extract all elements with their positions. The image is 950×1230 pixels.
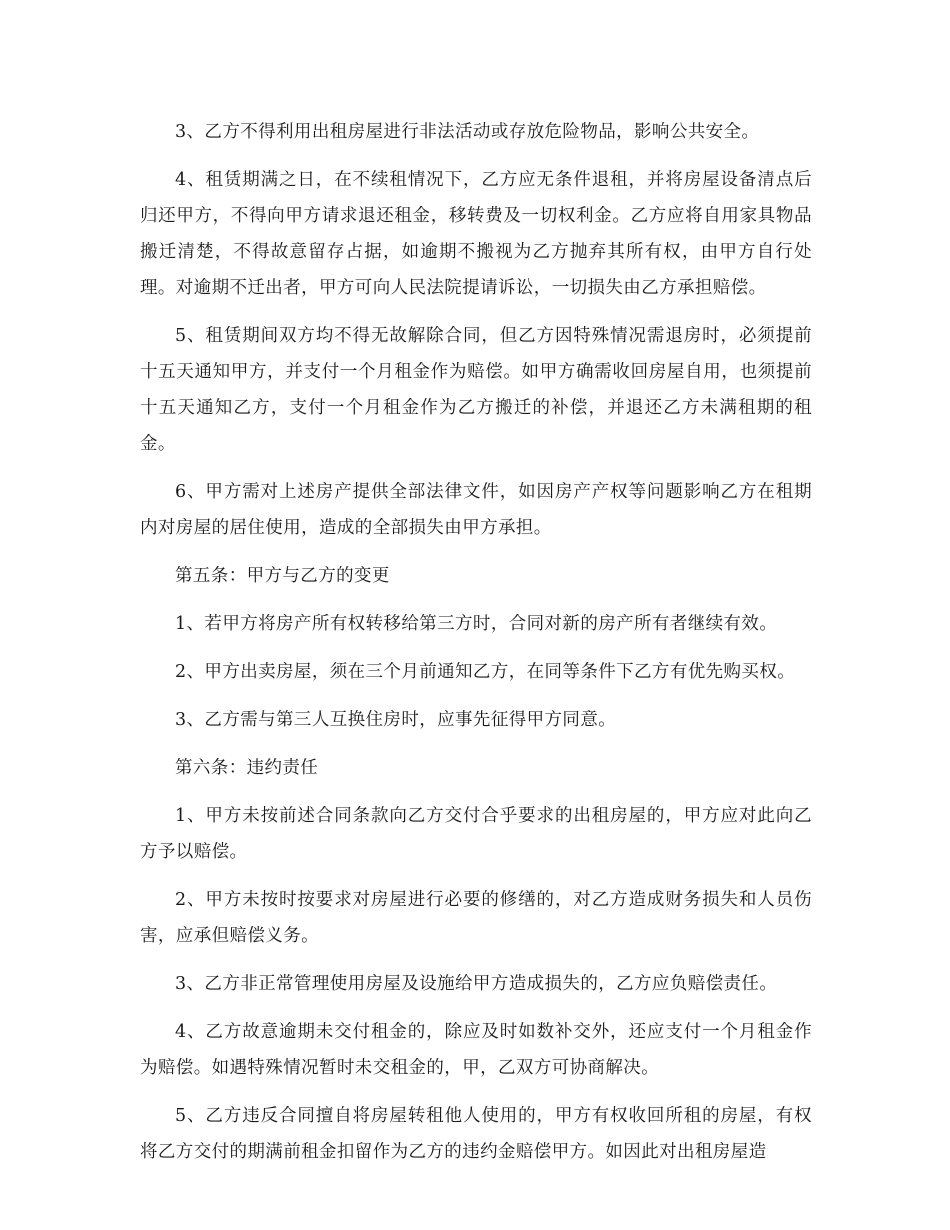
section-heading: 第五条：甲方与乙方的变更 <box>175 566 390 586</box>
clause-paragraph: 5、乙方违反合同擅自将房屋转租他人使用的，甲方有权收回所租的房屋，有权将乙方交付的期满前租金扣留作为乙方的违约金赔偿甲方。如因此对出租房屋造 <box>140 1106 812 1162</box>
document-body <box>140 114 812 1182</box>
clause-paragraph: 4、租赁期满之日，在不续租情况下，乙方应无条件退租，并将房屋设备清点后归还甲方，不得向甲方请求退还租金，移转费及一切权利金。乙方应将自用家具物品搬迁清楚，不得故意留存占据，如逾期不搬视为乙方抛弃其所有权，由甲方自行处理。对逾期不迁出者，甲方可向人民法院提请诉讼，一切损失由乙方承担赔偿。 <box>140 170 812 298</box>
clause-paragraph: 5、租赁期间双方均不得无故解除合同，但乙方因特殊情况需退房时，必须提前十五天通知甲方，并支付一个月租金作为赔偿。如甲方确需收回房屋自用，也须提前十五天通知乙方，支付一个月租金作为乙方搬迁的补偿，并退还乙方未满租期的租金。 <box>140 326 812 454</box>
clause-paragraph: 3、乙方不得利用出租房屋进行非法活动或存放危险物品，影响公共安全。 <box>175 122 760 142</box>
clause-paragraph: 1、甲方未按前述合同条款向乙方交付合乎要求的出租房屋的，甲方应对此向乙方予以赔偿。 <box>140 806 812 862</box>
clause-paragraph: 3、乙方需与第三人互换住房时，应事先征得甲方同意。 <box>175 710 617 730</box>
clause-paragraph: 1、若甲方将房产所有权转移给第三方时，合同对新的房产所有者继续有效。 <box>175 614 778 634</box>
clause-paragraph: 4、乙方故意逾期未交付租金的，除应及时如数补交外，还应支付一个月租金作为赔偿。如遇特殊情况暂时未交租金的，甲，乙双方可协商解决。 <box>140 1022 812 1078</box>
clause-paragraph: 2、甲方出卖房屋，须在三个月前通知乙方，在同等条件下乙方有优先购买权。 <box>175 662 796 682</box>
section-heading: 第六条：违约责任 <box>175 758 319 778</box>
clause-paragraph: 3、乙方非正常管理使用房屋及设施给甲方造成损失的，乙方应负赔偿责任。 <box>175 974 778 994</box>
clause-paragraph: 2、甲方未按时按要求对房屋进行必要的修缮的，对乙方造成财务损失和人员伤害，应承但赔偿义务。 <box>140 890 812 946</box>
clause-paragraph: 6、甲方需对上述房产提供全部法律文件，如因房产产权等问题影响乙方在租期内对房屋的居住使用，造成的全部损失由甲方承担。 <box>140 482 812 538</box>
